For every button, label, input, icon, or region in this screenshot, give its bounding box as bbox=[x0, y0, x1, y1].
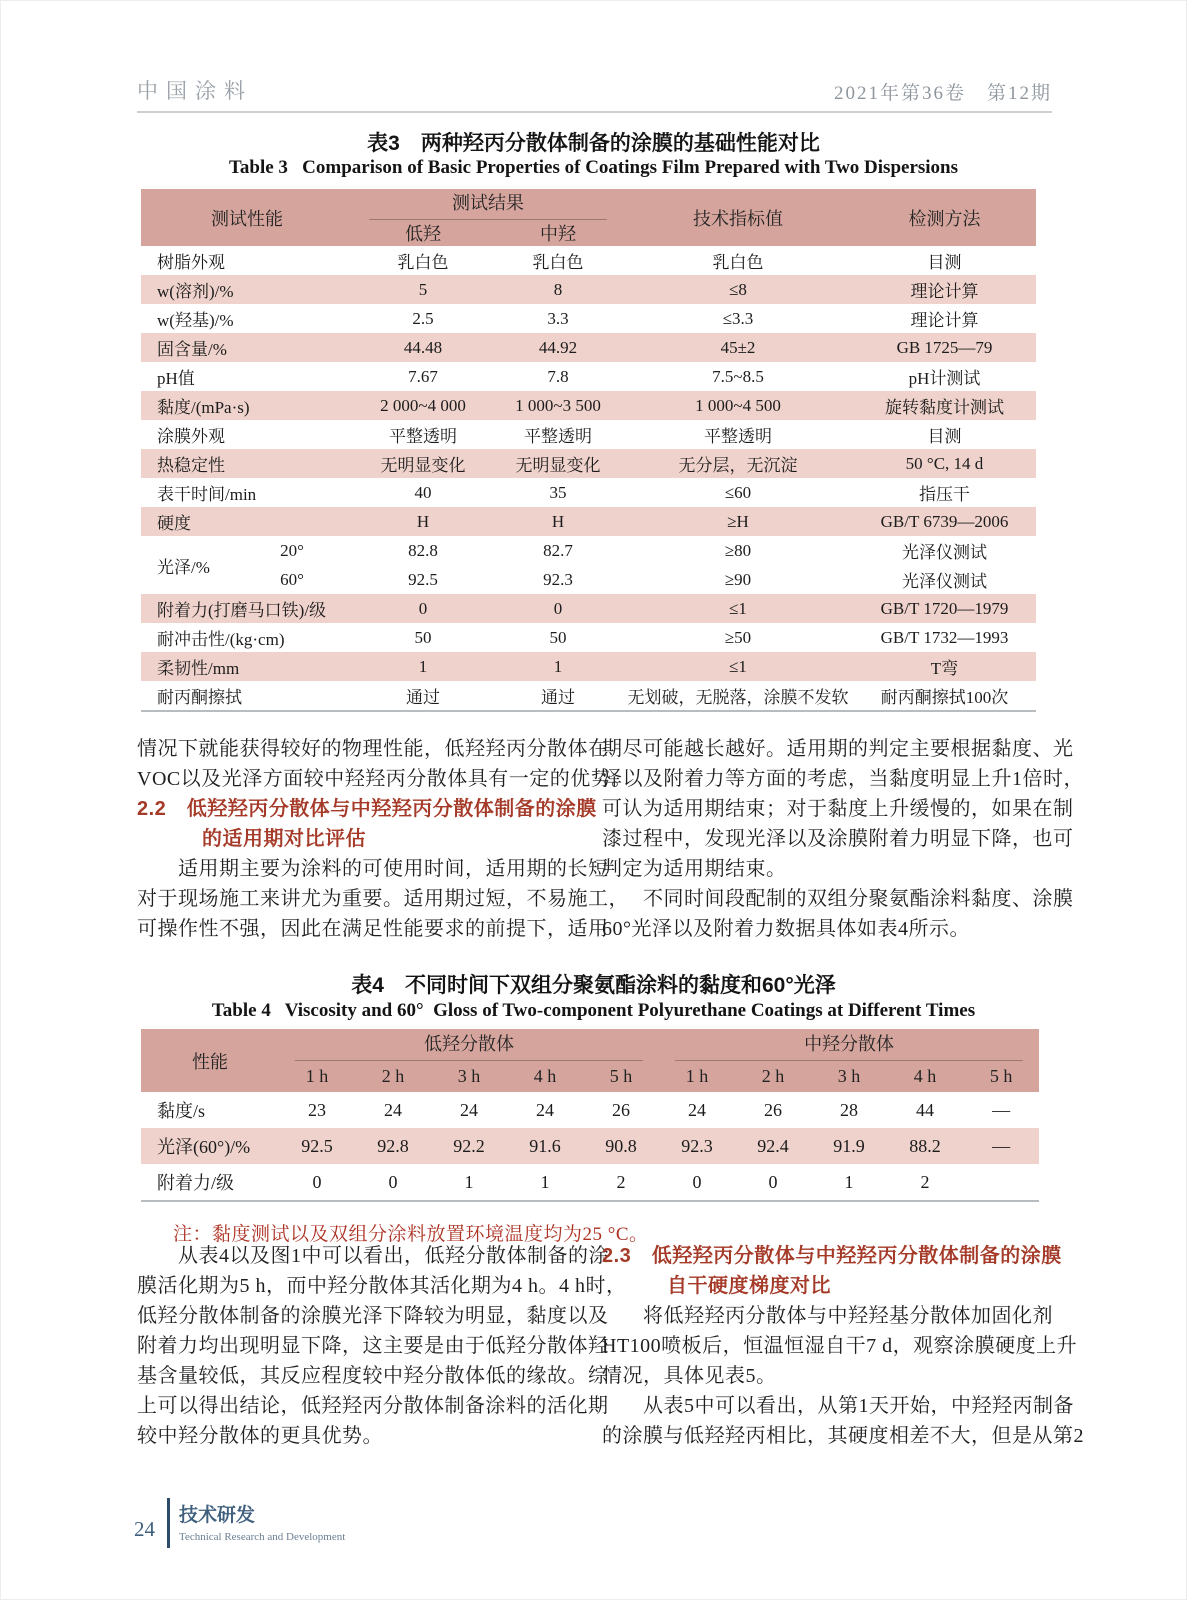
table-cell: ≤8 bbox=[623, 275, 853, 304]
text-line: 泽以及附着力等方面的考虑，当黏度明显上升1倍时， bbox=[602, 768, 1084, 790]
table-cell: 40 bbox=[414, 482, 432, 502]
table3-row bbox=[141, 246, 1036, 275]
table-cell: 7.67 bbox=[408, 366, 438, 386]
table-cell: 平整透明 bbox=[524, 427, 592, 446]
table-cell: ≥50 bbox=[724, 627, 752, 647]
table-cell: 24 bbox=[460, 1099, 478, 1120]
table-cell: 92.8 bbox=[355, 1128, 431, 1164]
page-footer bbox=[134, 1498, 345, 1548]
table-cell: 3.3 bbox=[547, 308, 569, 328]
table-cell: 8 bbox=[493, 275, 623, 304]
time-header: 2 h bbox=[355, 1061, 431, 1092]
table-cell: 理论计算 bbox=[910, 311, 979, 330]
text-line: 可操作性不强，因此在满足性能要求的前提下，适用 bbox=[137, 918, 609, 940]
table3-row bbox=[141, 420, 1036, 449]
table3-row bbox=[141, 362, 1036, 391]
table-cell: 通过 bbox=[353, 681, 493, 711]
table4-group-low bbox=[279, 1029, 659, 1061]
table-cell: pH计测试 bbox=[908, 369, 981, 388]
table-cell: 50 bbox=[549, 627, 567, 647]
text-line: 情况，具体见表5。 bbox=[602, 1365, 777, 1387]
time-header: 3 h bbox=[811, 1061, 887, 1092]
footer-section bbox=[179, 1498, 345, 1548]
table-cell: ≤3.3 bbox=[722, 308, 754, 328]
text-line: 的涂膜与低羟羟丙相比，其硬度相差不大，但是从第2 bbox=[602, 1425, 1084, 1447]
table-cell: 目测 bbox=[927, 427, 962, 446]
table4-group-mid bbox=[659, 1029, 1039, 1061]
table-cell: 35 bbox=[549, 482, 567, 502]
section-heading: 自干硬度梯度对比 bbox=[667, 1275, 831, 1297]
table-cell: 50 °C, 14 d bbox=[853, 449, 1036, 478]
table-cell: 1 000~4 500 bbox=[623, 391, 853, 420]
table-cell: 0 bbox=[279, 1164, 355, 1201]
table-cell: 92.4 bbox=[735, 1128, 811, 1164]
text-line: 情况下就能获得较好的物理性能，低羟羟丙分散体在 bbox=[137, 738, 609, 760]
table4-group-mid-label: 中羟分散体 bbox=[675, 1030, 1023, 1061]
table3-row bbox=[141, 478, 1036, 507]
table3-row bbox=[141, 594, 1036, 623]
table-cell: 乳白色 bbox=[397, 253, 449, 272]
table-cell: 24 bbox=[688, 1099, 707, 1120]
text-line: 附着力均出现明显下降，这主要是由于低羟分散体羟 bbox=[137, 1335, 609, 1357]
table-cell: 理论计算 bbox=[853, 275, 1036, 304]
time-header: 2 h bbox=[735, 1061, 811, 1092]
table-cell: 92.3 bbox=[543, 569, 573, 589]
table4-row bbox=[141, 1092, 1039, 1128]
row-label: 光泽(60°)/% bbox=[141, 1128, 279, 1164]
table-cell: 无明显变化 bbox=[353, 449, 493, 478]
row-sublabel: 60° bbox=[280, 569, 304, 589]
table-cell: GB/T 6739—2006 bbox=[853, 507, 1036, 536]
time-header: 1 h bbox=[659, 1061, 735, 1092]
row-label: 固含量/% bbox=[141, 333, 353, 362]
row-label: 耐丙酮擦拭 bbox=[141, 681, 353, 711]
table3-col-spec: 技术指标值 bbox=[623, 189, 853, 246]
row-label: 表干时间/min bbox=[157, 485, 257, 504]
row-label: 硬度 bbox=[141, 507, 353, 536]
text-line: 膜活化期为5 h，而中羟分散体其活化期为4 h。4 h时， bbox=[137, 1275, 627, 1297]
table3 bbox=[141, 189, 1036, 712]
table3-sub-low: 低羟 bbox=[353, 220, 493, 246]
body-column-upper-right bbox=[602, 734, 1084, 944]
table-cell: GB/T 1720—1979 bbox=[853, 594, 1036, 623]
table3-row bbox=[141, 333, 1036, 362]
text-line: 判定为适用期结束。 bbox=[602, 858, 787, 880]
issue-info: 2021年第36卷 第12期 bbox=[833, 83, 1052, 104]
table-cell: 44.48 bbox=[353, 333, 493, 362]
table-cell: 2 000~4 000 bbox=[353, 391, 493, 420]
table-cell: 1 bbox=[493, 652, 623, 681]
row-label: 光泽/% bbox=[157, 557, 210, 577]
table3-title-zh: 表3 两种羟丙分散体制备的涂膜的基础性能对比 bbox=[367, 132, 820, 155]
table3-row bbox=[141, 304, 1036, 333]
table3-row bbox=[141, 275, 1036, 304]
table-cell: 0 bbox=[659, 1164, 735, 1201]
table3-header-row bbox=[141, 189, 1036, 220]
table-cell: 45±2 bbox=[623, 333, 853, 362]
table-cell: 92.3 bbox=[659, 1128, 735, 1164]
table-cell: 5 bbox=[353, 275, 493, 304]
table-cell: ≤1 bbox=[623, 652, 853, 681]
page-header bbox=[137, 73, 1052, 113]
row-label: 附着力(打磨马口铁)/级 bbox=[141, 594, 353, 623]
table-cell: 24 bbox=[536, 1099, 554, 1120]
row-label: pH值 bbox=[157, 369, 195, 388]
body-column-upper-left bbox=[137, 734, 632, 944]
table-cell: 91.6 bbox=[507, 1128, 583, 1164]
time-header: 4 h bbox=[507, 1061, 583, 1092]
table-cell: 0 bbox=[355, 1164, 431, 1201]
table-cell: 光泽仪测试 bbox=[902, 543, 987, 562]
table-cell: 2 bbox=[583, 1164, 659, 1201]
table-cell: 2.5 bbox=[412, 308, 434, 328]
table4-col-property: 性能 bbox=[141, 1029, 279, 1092]
table4-row bbox=[141, 1164, 1039, 1201]
table-cell: 无分层，无沉淀 bbox=[623, 449, 853, 478]
table-cell: 26 bbox=[612, 1099, 631, 1120]
page-number: 24 bbox=[134, 1517, 155, 1541]
table-cell: 44.92 bbox=[493, 333, 623, 362]
table3-row bbox=[141, 536, 1036, 565]
table-cell: 82.7 bbox=[543, 540, 573, 560]
table-cell: — bbox=[992, 1099, 1011, 1120]
table3-col-property: 测试性能 bbox=[141, 189, 353, 246]
table-cell: 23 bbox=[308, 1099, 326, 1120]
table3-row bbox=[141, 623, 1036, 652]
time-header: 5 h bbox=[963, 1061, 1039, 1092]
row-label: w(溶剂)/% bbox=[141, 275, 353, 304]
text-line: 从表5中可以看出，从第1天开始，中羟羟丙制备 bbox=[602, 1395, 1074, 1417]
table-cell: 平整透明 bbox=[389, 427, 457, 446]
row-label: w(羟基)/% bbox=[157, 311, 234, 330]
row-label: 涂膜外观 bbox=[157, 427, 225, 446]
table4-group-low-label: 低羟分散体 bbox=[295, 1030, 643, 1061]
table-cell: 1 bbox=[353, 652, 493, 681]
table-cell: ≤1 bbox=[623, 594, 853, 623]
table-cell: 指压干 bbox=[919, 485, 970, 504]
table-cell: 90.8 bbox=[583, 1128, 659, 1164]
row-sublabel: 20° bbox=[280, 540, 304, 560]
table-cell: 1 bbox=[431, 1164, 507, 1201]
table-cell bbox=[963, 1164, 1039, 1201]
text-line: 漆过程中，发现光泽以及涂膜附着力明显下降，也可 bbox=[602, 828, 1074, 850]
time-header: 1 h bbox=[279, 1061, 355, 1092]
text-line: 期尽可能越长越好。适用期的判定主要根据黏度、光 bbox=[602, 738, 1074, 760]
time-header: 4 h bbox=[887, 1061, 963, 1092]
table-cell: 0 bbox=[735, 1164, 811, 1201]
text-line: VOC以及光泽方面较中羟羟丙分散体具有一定的优势。 bbox=[137, 768, 632, 790]
table3-row bbox=[141, 391, 1036, 420]
table-cell: T弯 bbox=[853, 652, 1036, 681]
table3-title-en: Table 3 Comparison of Basic Properties of Coatings Film Prepared with Two Dispersions bbox=[228, 157, 959, 178]
table-cell: 乳白色 bbox=[712, 253, 764, 272]
row-label: 黏度/(mPa·s) bbox=[141, 391, 353, 420]
row-label: 附着力/级 bbox=[141, 1164, 279, 1201]
table-cell: 28 bbox=[840, 1099, 859, 1120]
footer-divider-bar bbox=[167, 1498, 170, 1548]
table4 bbox=[141, 1029, 1039, 1202]
table-cell: 0 bbox=[353, 594, 493, 623]
table3-sub-mid: 中羟 bbox=[493, 220, 623, 246]
table-cell: ≤60 bbox=[724, 482, 752, 502]
table-cell: GB 1725—79 bbox=[853, 333, 1036, 362]
table-cell: 92.2 bbox=[431, 1128, 507, 1164]
table-cell: GB/T 1732—1993 bbox=[880, 627, 1009, 647]
table-cell: 7.8 bbox=[547, 366, 569, 386]
table3-row bbox=[141, 681, 1036, 711]
table3-col-result-label: 测试结果 bbox=[369, 189, 607, 220]
body-column-lower-right bbox=[602, 1241, 1084, 1451]
table-cell: 26 bbox=[764, 1099, 783, 1120]
table-cell: 1 bbox=[811, 1164, 887, 1201]
table-cell: 通过 bbox=[493, 681, 623, 711]
text-line: 从表4以及图1中可以看出，低羟分散体制备的涂 bbox=[137, 1245, 609, 1267]
text-line: HT100喷板后，恒温恒湿自干7 d，观察涂膜硬度上升 bbox=[602, 1335, 1078, 1357]
section-heading: 2.2 低羟羟丙分散体与中羟羟丙分散体制备的涂膜 bbox=[137, 798, 597, 820]
table-cell: 50 bbox=[414, 627, 432, 647]
table-cell: 2 bbox=[887, 1164, 963, 1201]
text-line: 适用期主要为涂料的可使用时间，适用期的长短 bbox=[137, 858, 609, 880]
text-line: 上可以得出结论，低羟羟丙分散体制备涂料的活化期 bbox=[137, 1395, 609, 1417]
table-cell: 91.9 bbox=[811, 1128, 887, 1164]
table4-title-zh: 表4 不同时间下双组分聚氨酯涂料的黏度和60°光泽 bbox=[351, 974, 836, 997]
table-cell: 92.5 bbox=[408, 569, 438, 589]
table-cell: 光泽仪测试 bbox=[902, 572, 987, 591]
table-cell: 7.5~8.5 bbox=[712, 366, 764, 386]
table-cell: H bbox=[353, 507, 493, 536]
table-cell: 82.8 bbox=[408, 540, 438, 560]
text-line: 60°光泽以及附着力数据具体如表4所示。 bbox=[602, 918, 970, 940]
table-cell: 目测 bbox=[927, 253, 962, 272]
row-label: 黏度/s bbox=[157, 1101, 206, 1121]
row-label: 耐冲击性/(kg·cm) bbox=[157, 630, 285, 649]
table3-row bbox=[141, 507, 1036, 536]
table-cell: 24 bbox=[384, 1099, 402, 1120]
table-cell: ≥H bbox=[623, 507, 853, 536]
time-header: 3 h bbox=[431, 1061, 507, 1092]
table3-col-method: 检测方法 bbox=[853, 189, 1036, 246]
text-line: 基含量较低，其反应程度较中羟分散体低的缘故。综 bbox=[137, 1365, 609, 1387]
table-cell: 乳白色 bbox=[532, 253, 584, 272]
row-label: 热稳定性 bbox=[141, 449, 353, 478]
table3-col-result bbox=[353, 189, 623, 220]
table3-row bbox=[141, 565, 1036, 594]
table4-title-en: Table 4 Viscosity and 60° Gloss of Two-component Polyurethane Coatings at Different Times bbox=[211, 1000, 976, 1021]
text-line: 低羟分散体制备的涂膜光泽下降较为明显，黏度以及 bbox=[137, 1305, 609, 1327]
footer-section-zh: 技术研发 bbox=[179, 1505, 256, 1526]
table3-row bbox=[141, 652, 1036, 681]
row-label: 树脂外观 bbox=[157, 253, 225, 272]
section-heading: 的适用期对比评估 bbox=[202, 828, 366, 850]
text-line: 对于现场施工来讲尤为重要。适用期过短，不易施工， bbox=[137, 888, 629, 910]
table-cell: 旋转黏度计测试 bbox=[853, 391, 1036, 420]
table-cell: 92.5 bbox=[279, 1128, 355, 1164]
table-cell: 44 bbox=[916, 1099, 935, 1120]
table-cell: 耐丙酮擦拭100次 bbox=[853, 681, 1036, 711]
table-cell: H bbox=[493, 507, 623, 536]
journal-title: 中国涂料 bbox=[137, 79, 253, 103]
table3-row bbox=[141, 449, 1036, 478]
text-line: 较中羟分散体的更具优势。 bbox=[137, 1425, 383, 1447]
table-cell: 1 000~3 500 bbox=[493, 391, 623, 420]
table-cell: 无划破，无脱落，涂膜不发软 bbox=[623, 681, 853, 711]
footer-section-en: Technical Research and Development bbox=[179, 1531, 346, 1543]
text-line: 不同时间段配制的双组分聚氨酯涂料黏度、涂膜 bbox=[602, 888, 1074, 910]
text-line: 将低羟羟丙分散体与中羟羟基分散体加固化剂 bbox=[602, 1305, 1053, 1327]
table-cell: ≥80 bbox=[724, 540, 752, 560]
section-heading: 2.3 低羟羟丙分散体与中羟羟丙分散体制备的涂膜 bbox=[602, 1245, 1062, 1267]
table4-note: 注：黏度测试以及双组分涂料放置环境温度均为25 °C。 bbox=[173, 1224, 649, 1245]
table-cell: — bbox=[963, 1128, 1039, 1164]
table-cell: 平整透明 bbox=[704, 427, 772, 446]
table-cell: 1 bbox=[507, 1164, 583, 1201]
table4-row bbox=[141, 1128, 1039, 1164]
body-column-lower-left bbox=[137, 1241, 627, 1451]
table4-header-row bbox=[141, 1029, 1039, 1061]
table-cell: 无明显变化 bbox=[493, 449, 623, 478]
text-line: 可认为适用期结束；对于黏度上升缓慢的，如果在制 bbox=[602, 798, 1074, 820]
table-cell: 0 bbox=[493, 594, 623, 623]
table-cell: ≥90 bbox=[724, 569, 752, 589]
table-cell: 88.2 bbox=[887, 1128, 963, 1164]
row-label: 柔韧性/mm bbox=[141, 652, 353, 681]
time-header: 5 h bbox=[583, 1061, 659, 1092]
